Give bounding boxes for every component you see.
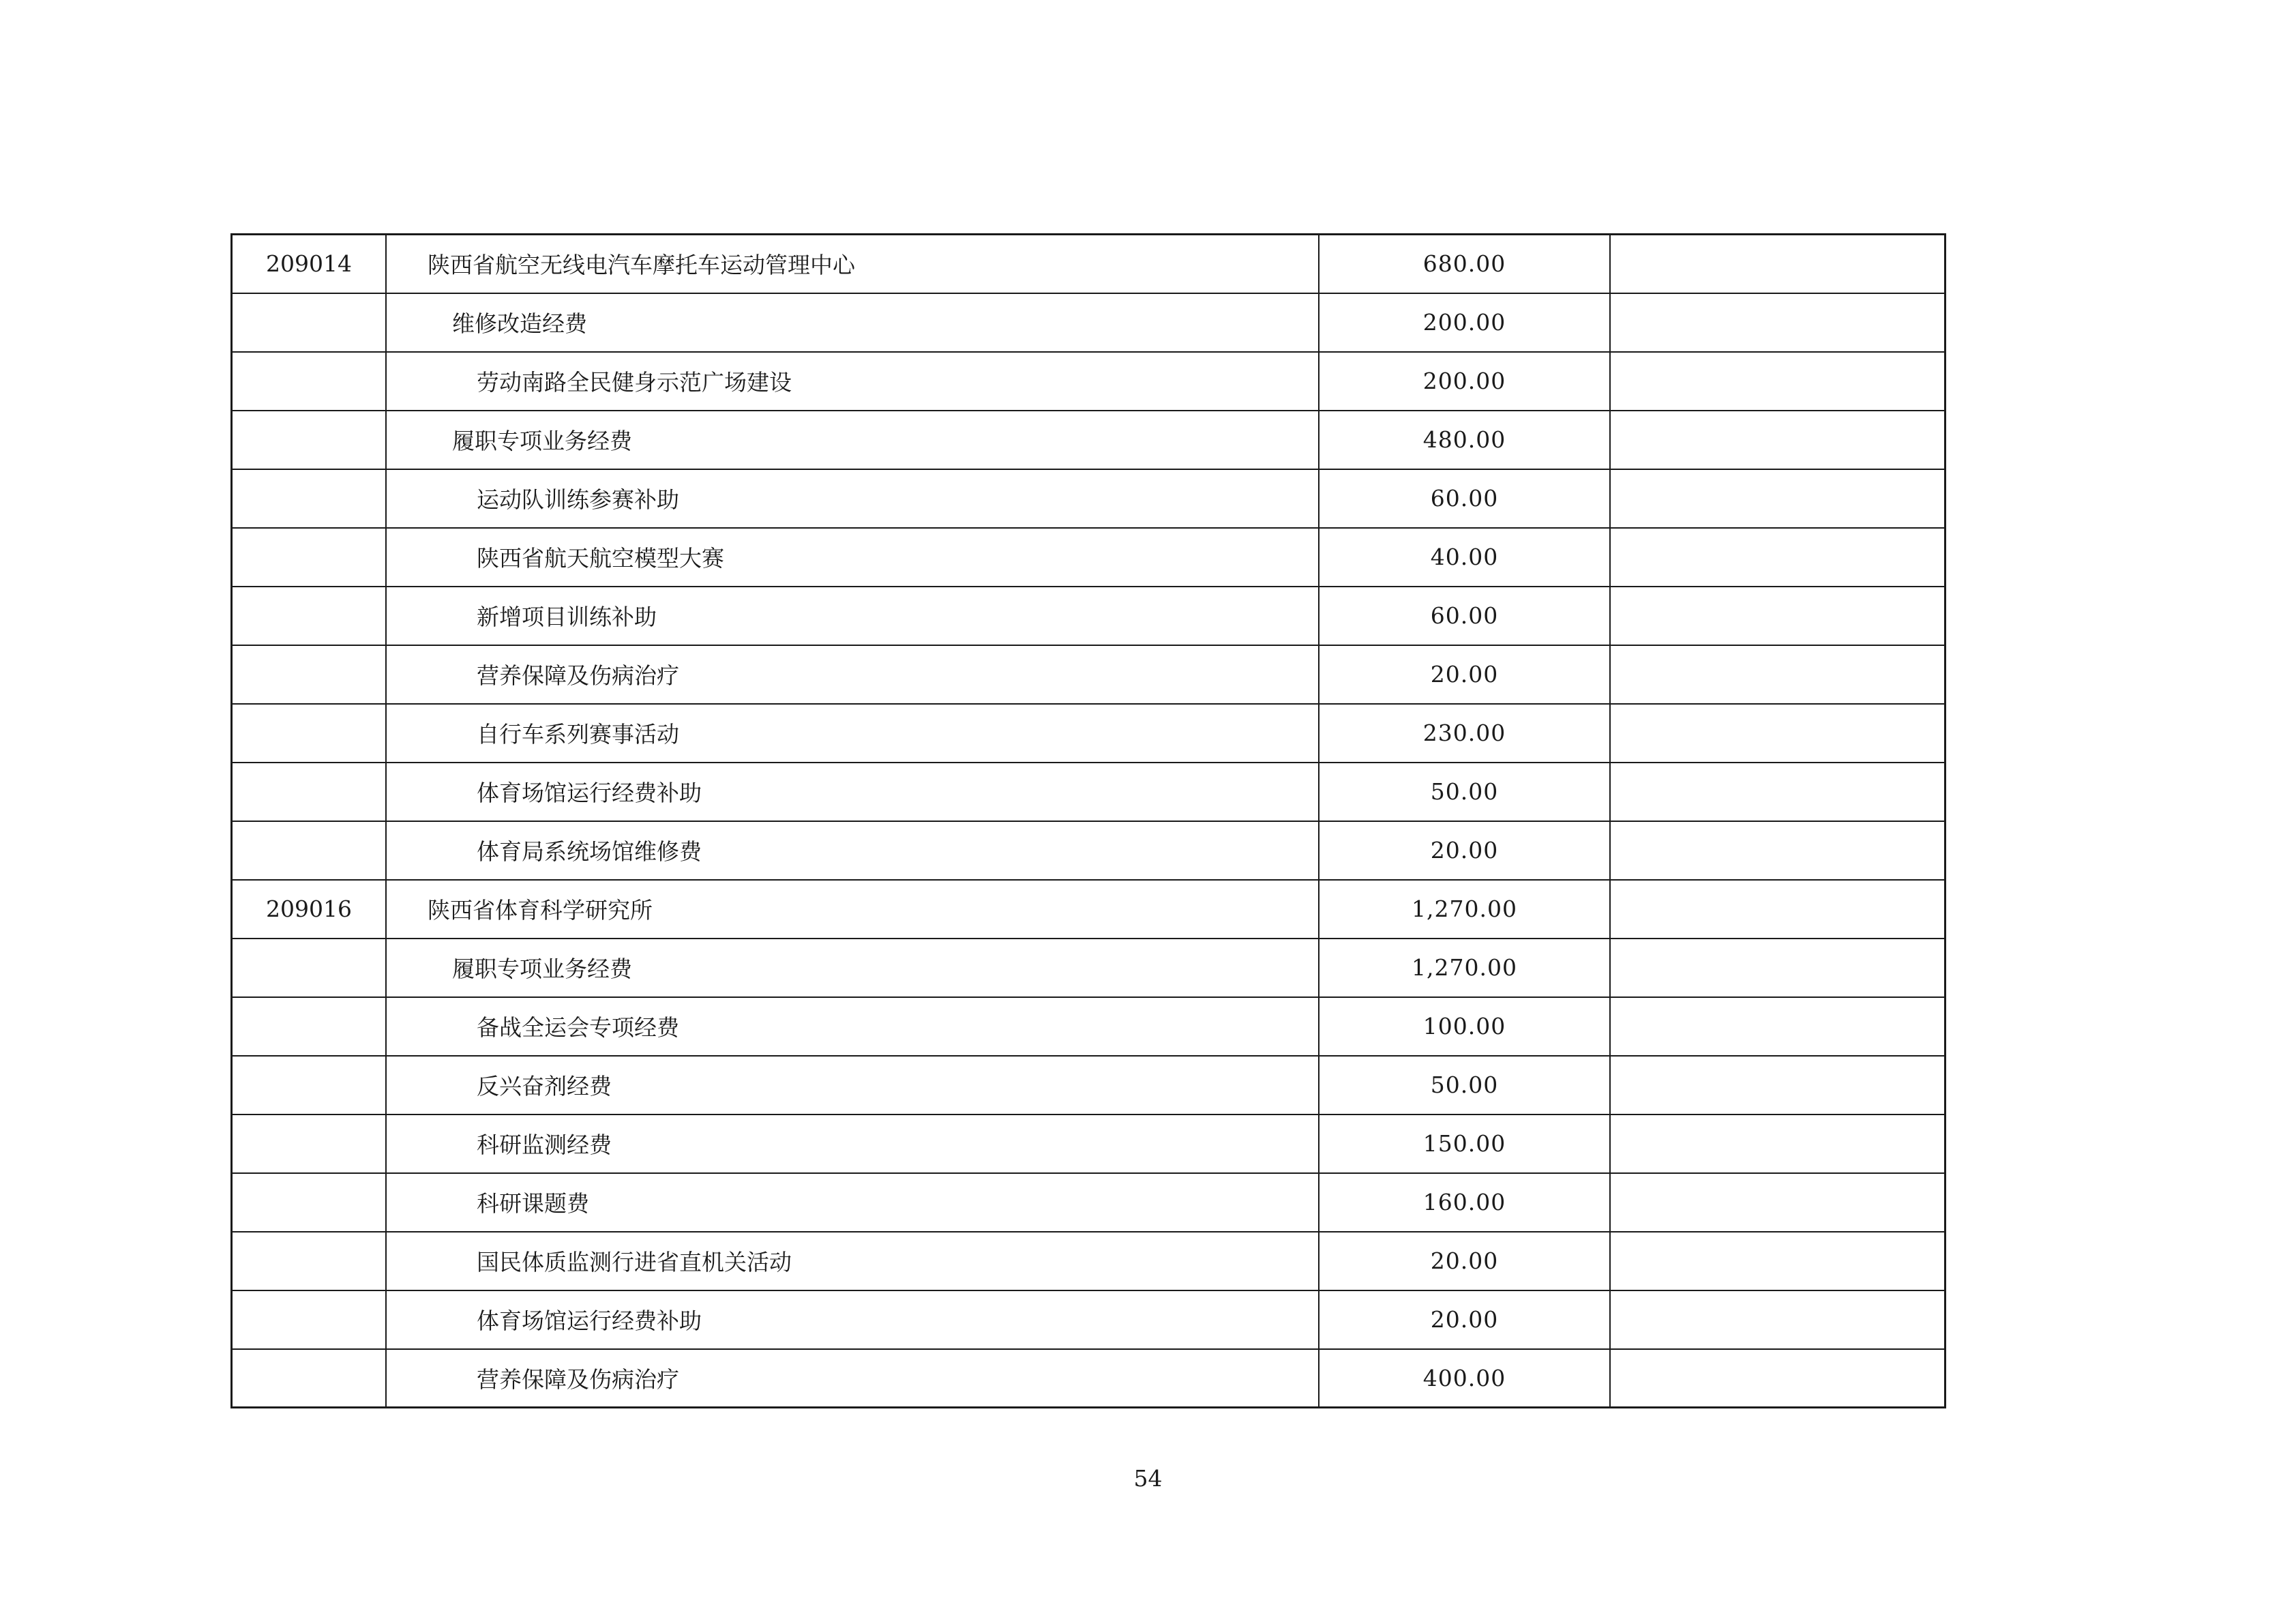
note-cell — [1610, 1114, 1945, 1173]
note-cell — [1610, 939, 1945, 997]
amount-cell: 40.00 — [1319, 528, 1610, 587]
table-row — [232, 821, 1945, 880]
amount-cell: 230.00 — [1319, 704, 1610, 763]
amount-cell: 100.00 — [1319, 997, 1610, 1056]
amount-cell: 50.00 — [1319, 763, 1610, 821]
item-name-cell: 陕西省体育科学研究所 — [386, 880, 1319, 939]
note-cell — [1610, 821, 1945, 880]
note-cell — [1610, 1173, 1945, 1232]
item-name-cell: 维修改造经费 — [386, 293, 1319, 352]
amount-cell: 20.00 — [1319, 645, 1610, 704]
unit-code-cell — [232, 1290, 387, 1349]
unit-code-cell — [232, 997, 387, 1056]
item-name-cell: 新增项目训练补助 — [386, 587, 1319, 645]
item-name-cell: 反兴奋剂经费 — [386, 1056, 1319, 1114]
table-row — [232, 1056, 1945, 1114]
amount-cell: 20.00 — [1319, 1232, 1610, 1290]
unit-code-cell — [232, 645, 387, 704]
unit-code-cell — [232, 1173, 387, 1232]
unit-code-cell — [232, 528, 387, 587]
table-row — [232, 939, 1945, 997]
table-row — [232, 1173, 1945, 1232]
unit-code-cell — [232, 939, 387, 997]
item-name-cell: 陕西省航天航空模型大赛 — [386, 528, 1319, 587]
amount-cell: 150.00 — [1319, 1114, 1610, 1173]
note-cell — [1610, 880, 1945, 939]
table-row — [232, 704, 1945, 763]
item-name-cell: 营养保障及伤病治疗 — [386, 645, 1319, 704]
amount-cell: 400.00 — [1319, 1349, 1610, 1408]
unit-code-cell — [232, 1114, 387, 1173]
unit-code-cell — [232, 704, 387, 763]
note-cell — [1610, 1349, 1945, 1408]
amount-cell: 60.00 — [1319, 587, 1610, 645]
unit-code-cell — [232, 587, 387, 645]
note-cell — [1610, 587, 1945, 645]
amount-cell: 160.00 — [1319, 1173, 1610, 1232]
note-cell — [1610, 469, 1945, 528]
note-cell — [1610, 293, 1945, 352]
unit-code-cell: 209016 — [232, 880, 387, 939]
item-name-cell: 运动队训练参赛补助 — [386, 469, 1319, 528]
table-row — [232, 528, 1945, 587]
note-cell — [1610, 645, 1945, 704]
table-row — [232, 1349, 1945, 1408]
note-cell — [1610, 235, 1945, 293]
table-row — [232, 880, 1945, 939]
item-name-cell: 自行车系列赛事活动 — [386, 704, 1319, 763]
note-cell — [1610, 1290, 1945, 1349]
unit-code-cell — [232, 411, 387, 469]
amount-cell: 680.00 — [1319, 235, 1610, 293]
amount-cell: 1,270.00 — [1319, 939, 1610, 997]
unit-code-cell — [232, 1349, 387, 1408]
unit-code-cell — [232, 1232, 387, 1290]
note-cell — [1610, 1232, 1945, 1290]
unit-code-cell — [232, 763, 387, 821]
amount-cell: 60.00 — [1319, 469, 1610, 528]
table-row — [232, 1114, 1945, 1173]
table-row — [232, 1232, 1945, 1290]
unit-code-cell — [232, 821, 387, 880]
table-row — [232, 235, 1945, 293]
item-name-cell: 体育局系统场馆维修费 — [386, 821, 1319, 880]
amount-cell: 20.00 — [1319, 1290, 1610, 1349]
item-name-cell: 履职专项业务经费 — [386, 939, 1319, 997]
amount-cell: 1,270.00 — [1319, 880, 1610, 939]
item-name-cell: 国民体质监测行进省直机关活动 — [386, 1232, 1319, 1290]
table-row — [232, 411, 1945, 469]
table-row — [232, 352, 1945, 411]
item-name-cell: 备战全运会专项经费 — [386, 997, 1319, 1056]
item-name-cell: 体育场馆运行经费补助 — [386, 1290, 1319, 1349]
unit-code-cell — [232, 352, 387, 411]
table-row — [232, 293, 1945, 352]
note-cell — [1610, 411, 1945, 469]
table-row — [232, 1290, 1945, 1349]
page-number: 54 — [1133, 1465, 1163, 1492]
budget-table — [230, 233, 1946, 1408]
amount-cell: 200.00 — [1319, 352, 1610, 411]
note-cell — [1610, 763, 1945, 821]
table-row — [232, 763, 1945, 821]
item-name-cell: 营养保障及伤病治疗 — [386, 1349, 1319, 1408]
note-cell — [1610, 1056, 1945, 1114]
unit-code-cell — [232, 293, 387, 352]
unit-code-cell — [232, 1056, 387, 1114]
amount-cell: 50.00 — [1319, 1056, 1610, 1114]
item-name-cell: 履职专项业务经费 — [386, 411, 1319, 469]
amount-cell: 480.00 — [1319, 411, 1610, 469]
item-name-cell: 科研课题费 — [386, 1173, 1319, 1232]
table-row — [232, 587, 1945, 645]
item-name-cell: 劳动南路全民健身示范广场建设 — [386, 352, 1319, 411]
table-row — [232, 645, 1945, 704]
unit-code-cell — [232, 469, 387, 528]
table-row — [232, 469, 1945, 528]
note-cell — [1610, 528, 1945, 587]
table-row — [232, 997, 1945, 1056]
item-name-cell: 体育场馆运行经费补助 — [386, 763, 1319, 821]
amount-cell: 200.00 — [1319, 293, 1610, 352]
unit-code-cell: 209014 — [232, 235, 387, 293]
note-cell — [1610, 352, 1945, 411]
item-name-cell: 科研监测经费 — [386, 1114, 1319, 1173]
note-cell — [1610, 704, 1945, 763]
amount-cell: 20.00 — [1319, 821, 1610, 880]
note-cell — [1610, 997, 1945, 1056]
item-name-cell: 陕西省航空无线电汽车摩托车运动管理中心 — [386, 235, 1319, 293]
